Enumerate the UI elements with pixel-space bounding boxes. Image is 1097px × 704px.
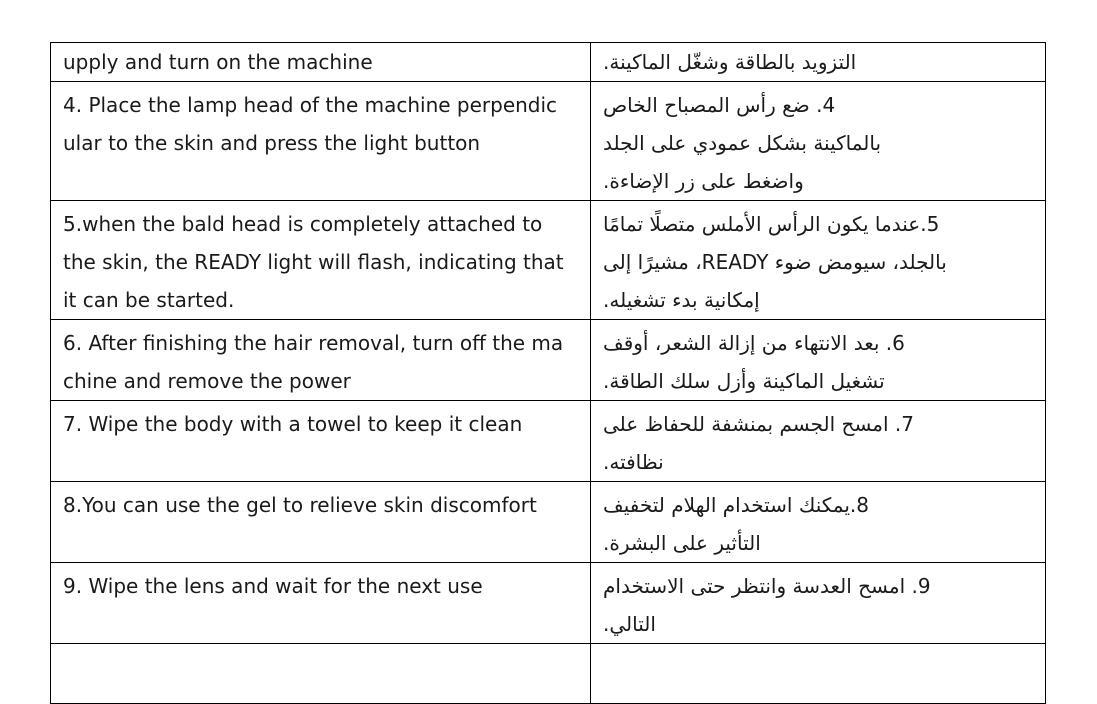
english-line: 4. Place the lamp head of the machine perpendic — [63, 93, 558, 117]
arabic-line: تشغيل الماكينة وأزل سلك الطاقة. — [603, 369, 885, 393]
english-line: upply and turn on the machine — [63, 50, 373, 74]
english-cell — [51, 320, 591, 401]
arabic-line: واضغط على زر الإضاءة. — [603, 169, 804, 193]
table-row — [51, 401, 1046, 482]
arabic-line: بالماكينة بشكل عمودي على الجلد — [603, 131, 882, 155]
arabic-cell — [591, 43, 1046, 82]
english-cell — [51, 644, 591, 704]
arabic-cell — [591, 82, 1046, 201]
arabic-line: 7. امسح الجسم بمنشفة للحفاظ على — [603, 412, 915, 436]
instructions-table — [50, 42, 1046, 704]
arabic-line: 6. بعد الانتهاء من إزالة الشعر، أوقف — [603, 331, 905, 355]
english-line: 9. Wipe the lens and wait for the next use — [63, 574, 483, 598]
arabic-cell — [591, 482, 1046, 563]
arabic-cell — [591, 201, 1046, 320]
arabic-cell — [591, 644, 1046, 704]
english-line: the skin, the READY light will flash, indicating that — [63, 250, 564, 274]
english-cell — [51, 201, 591, 320]
english-line: 5.when the bald head is completely attached to — [63, 212, 543, 236]
table-row — [51, 482, 1046, 563]
english-cell — [51, 563, 591, 644]
arabic-line: بالجلد، سيومض ضوء READY، مشيرًا إلى — [603, 250, 947, 274]
english-cell — [51, 43, 591, 82]
table-row — [51, 644, 1046, 704]
arabic-line: 4. ضع رأس المصباح الخاص — [603, 93, 836, 117]
arabic-line: 8.يمكنك استخدام الهلام لتخفيف — [603, 493, 870, 517]
table-row — [51, 201, 1046, 320]
arabic-line: نظافته. — [603, 450, 664, 474]
arabic-line: التزويد بالطاقة وشغّل الماكينة. — [603, 50, 857, 74]
table-row — [51, 320, 1046, 401]
arabic-line: التأثير على البشرة. — [603, 531, 761, 555]
english-line: it can be started. — [63, 288, 235, 312]
arabic-cell — [591, 320, 1046, 401]
table-row — [51, 43, 1046, 82]
arabic-cell — [591, 401, 1046, 482]
arabic-line: إمكانية بدء تشغيله. — [603, 288, 760, 312]
arabic-line: التالي. — [603, 612, 656, 636]
english-line: 7. Wipe the body with a towel to keep it clean — [63, 412, 523, 436]
english-cell — [51, 82, 591, 201]
arabic-line: 9. امسح العدسة وانتظر حتى الاستخدام — [603, 574, 931, 598]
table-row — [51, 82, 1046, 201]
arabic-line: 5.عندما يكون الرأس الأملس متصلًا تمامًا — [603, 212, 940, 236]
english-cell — [51, 482, 591, 563]
arabic-cell — [591, 563, 1046, 644]
english-line: ular to the skin and press the light button — [63, 131, 481, 155]
table-row — [51, 563, 1046, 644]
english-line: 6. After finishing the hair removal, turn off the ma — [63, 331, 564, 355]
english-cell — [51, 401, 591, 482]
english-line: chine and remove the power — [63, 369, 351, 393]
english-line: 8.You can use the gel to relieve skin discomfort — [63, 493, 537, 517]
